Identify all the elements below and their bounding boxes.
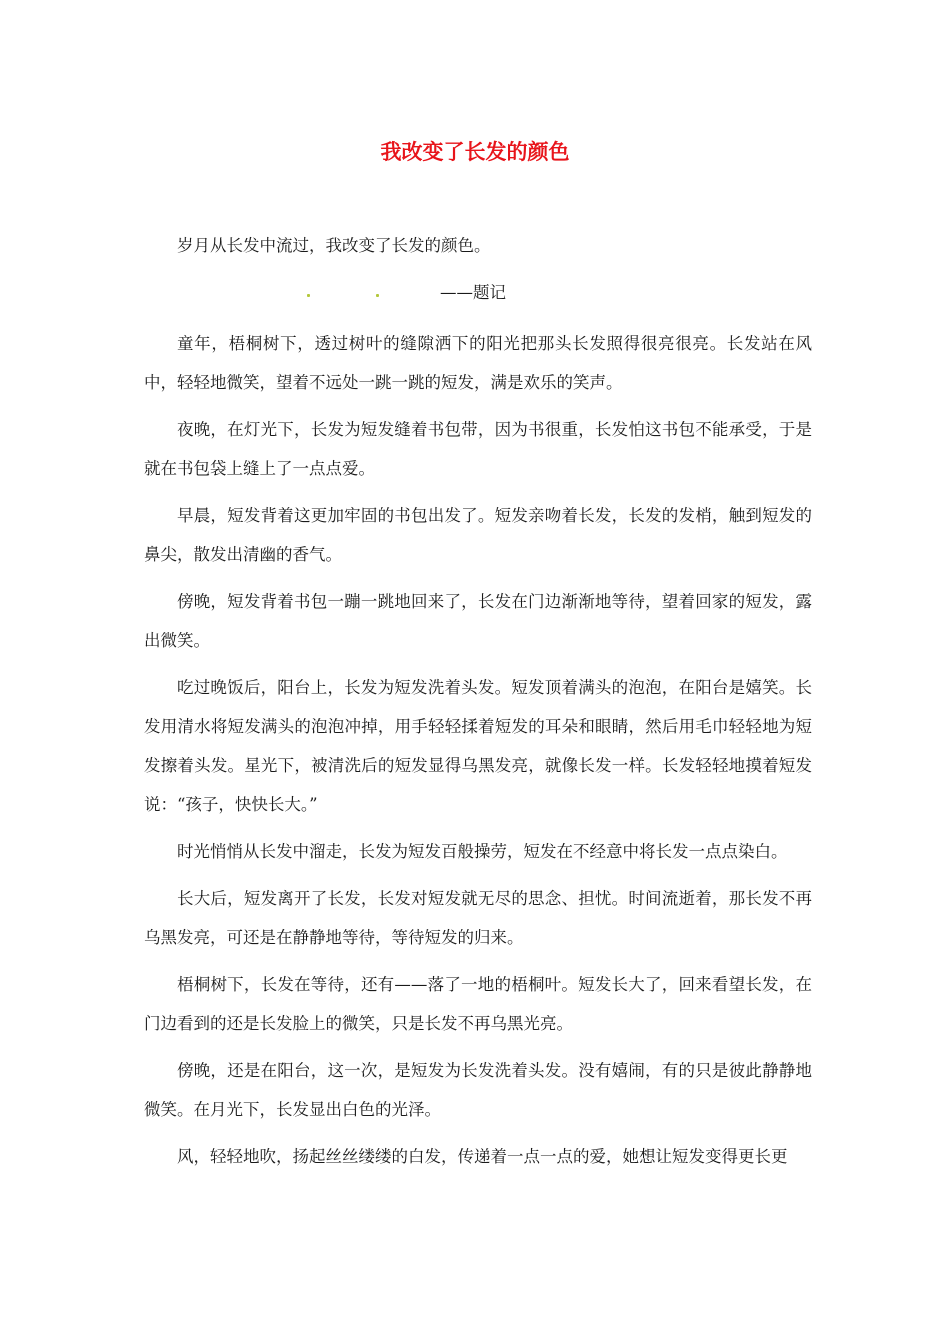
decorative-mark: [307, 294, 310, 297]
paragraph: 童年，梧桐树下，透过树叶的缝隙洒下的阳光把那头长发照得很亮很亮。长发站在风中，轻轻地微笑，望着不远处一跳一跳的短发，满是欢乐的笑声。: [144, 334, 812, 392]
paragraph: 时光悄悄从长发中溜走，长发为短发百般操劳，短发在不经意中将长发一点点染白。: [177, 842, 788, 861]
decorative-mark: [376, 294, 379, 297]
epigraph: 岁月从长发中流过，我改变了长发的颜色。: [177, 236, 491, 255]
paragraph: 梧桐树下，长发在等待，还有——落了一地的梧桐叶。短发长大了，回来看望长发，在门边看到的还是长发脸上的微笑，只是长发不再乌黑光亮。: [144, 975, 812, 1033]
paragraph: 早晨，短发背着这更加牢固的书包出发了。短发亲吻着长发，长发的发梢，触到短发的鼻尖，散发出清幽的香气。: [144, 506, 812, 564]
paragraph: 吃过晚饭后，阳台上，长发为短发洗着头发。短发顶着满头的泡泡，在阳台是嬉笑。长发用清水将短发满头的泡泡冲掉，用手轻轻揉着短发的耳朵和眼睛，然后用毛巾轻轻地为短发擦着头发。星光下，被清洗后的短发显得乌黑发亮，就像长发一样。长发轻轻地摸着短发说：“孩子，快快长大。”: [144, 678, 812, 814]
paragraph: 风，轻轻地吹，扬起丝丝缕缕的白发，传递着一点一点的爱，她想让短发变得更长更: [177, 1147, 788, 1166]
paragraph: 长大后，短发离开了长发，长发对短发就无尽的思念、担忧。时间流逝着，那长发不再乌黑发亮，可还是在静静地等待，等待短发的归来。: [144, 889, 812, 947]
article-body: [144, 324, 812, 1184]
paragraph: 傍晚，短发背着书包一蹦一跳地回来了，长发在门边渐渐地等待，望着回家的短发，露出微笑。: [144, 592, 812, 650]
paragraph: 傍晚，还是在阳台，这一次，是短发为长发洗着头发。没有嬉闹，有的只是彼此静静地微笑。在月光下，长发显出白色的光泽。: [144, 1061, 812, 1119]
paragraph: 夜晚，在灯光下，长发为短发缝着书包带，因为书很重，长发怕这书包不能承受，于是就在书包袋上缝上了一点点爱。: [144, 420, 812, 478]
document-title: 我改变了长发的颜色: [380, 140, 570, 164]
epigraph-sign: ——题记: [440, 283, 506, 302]
